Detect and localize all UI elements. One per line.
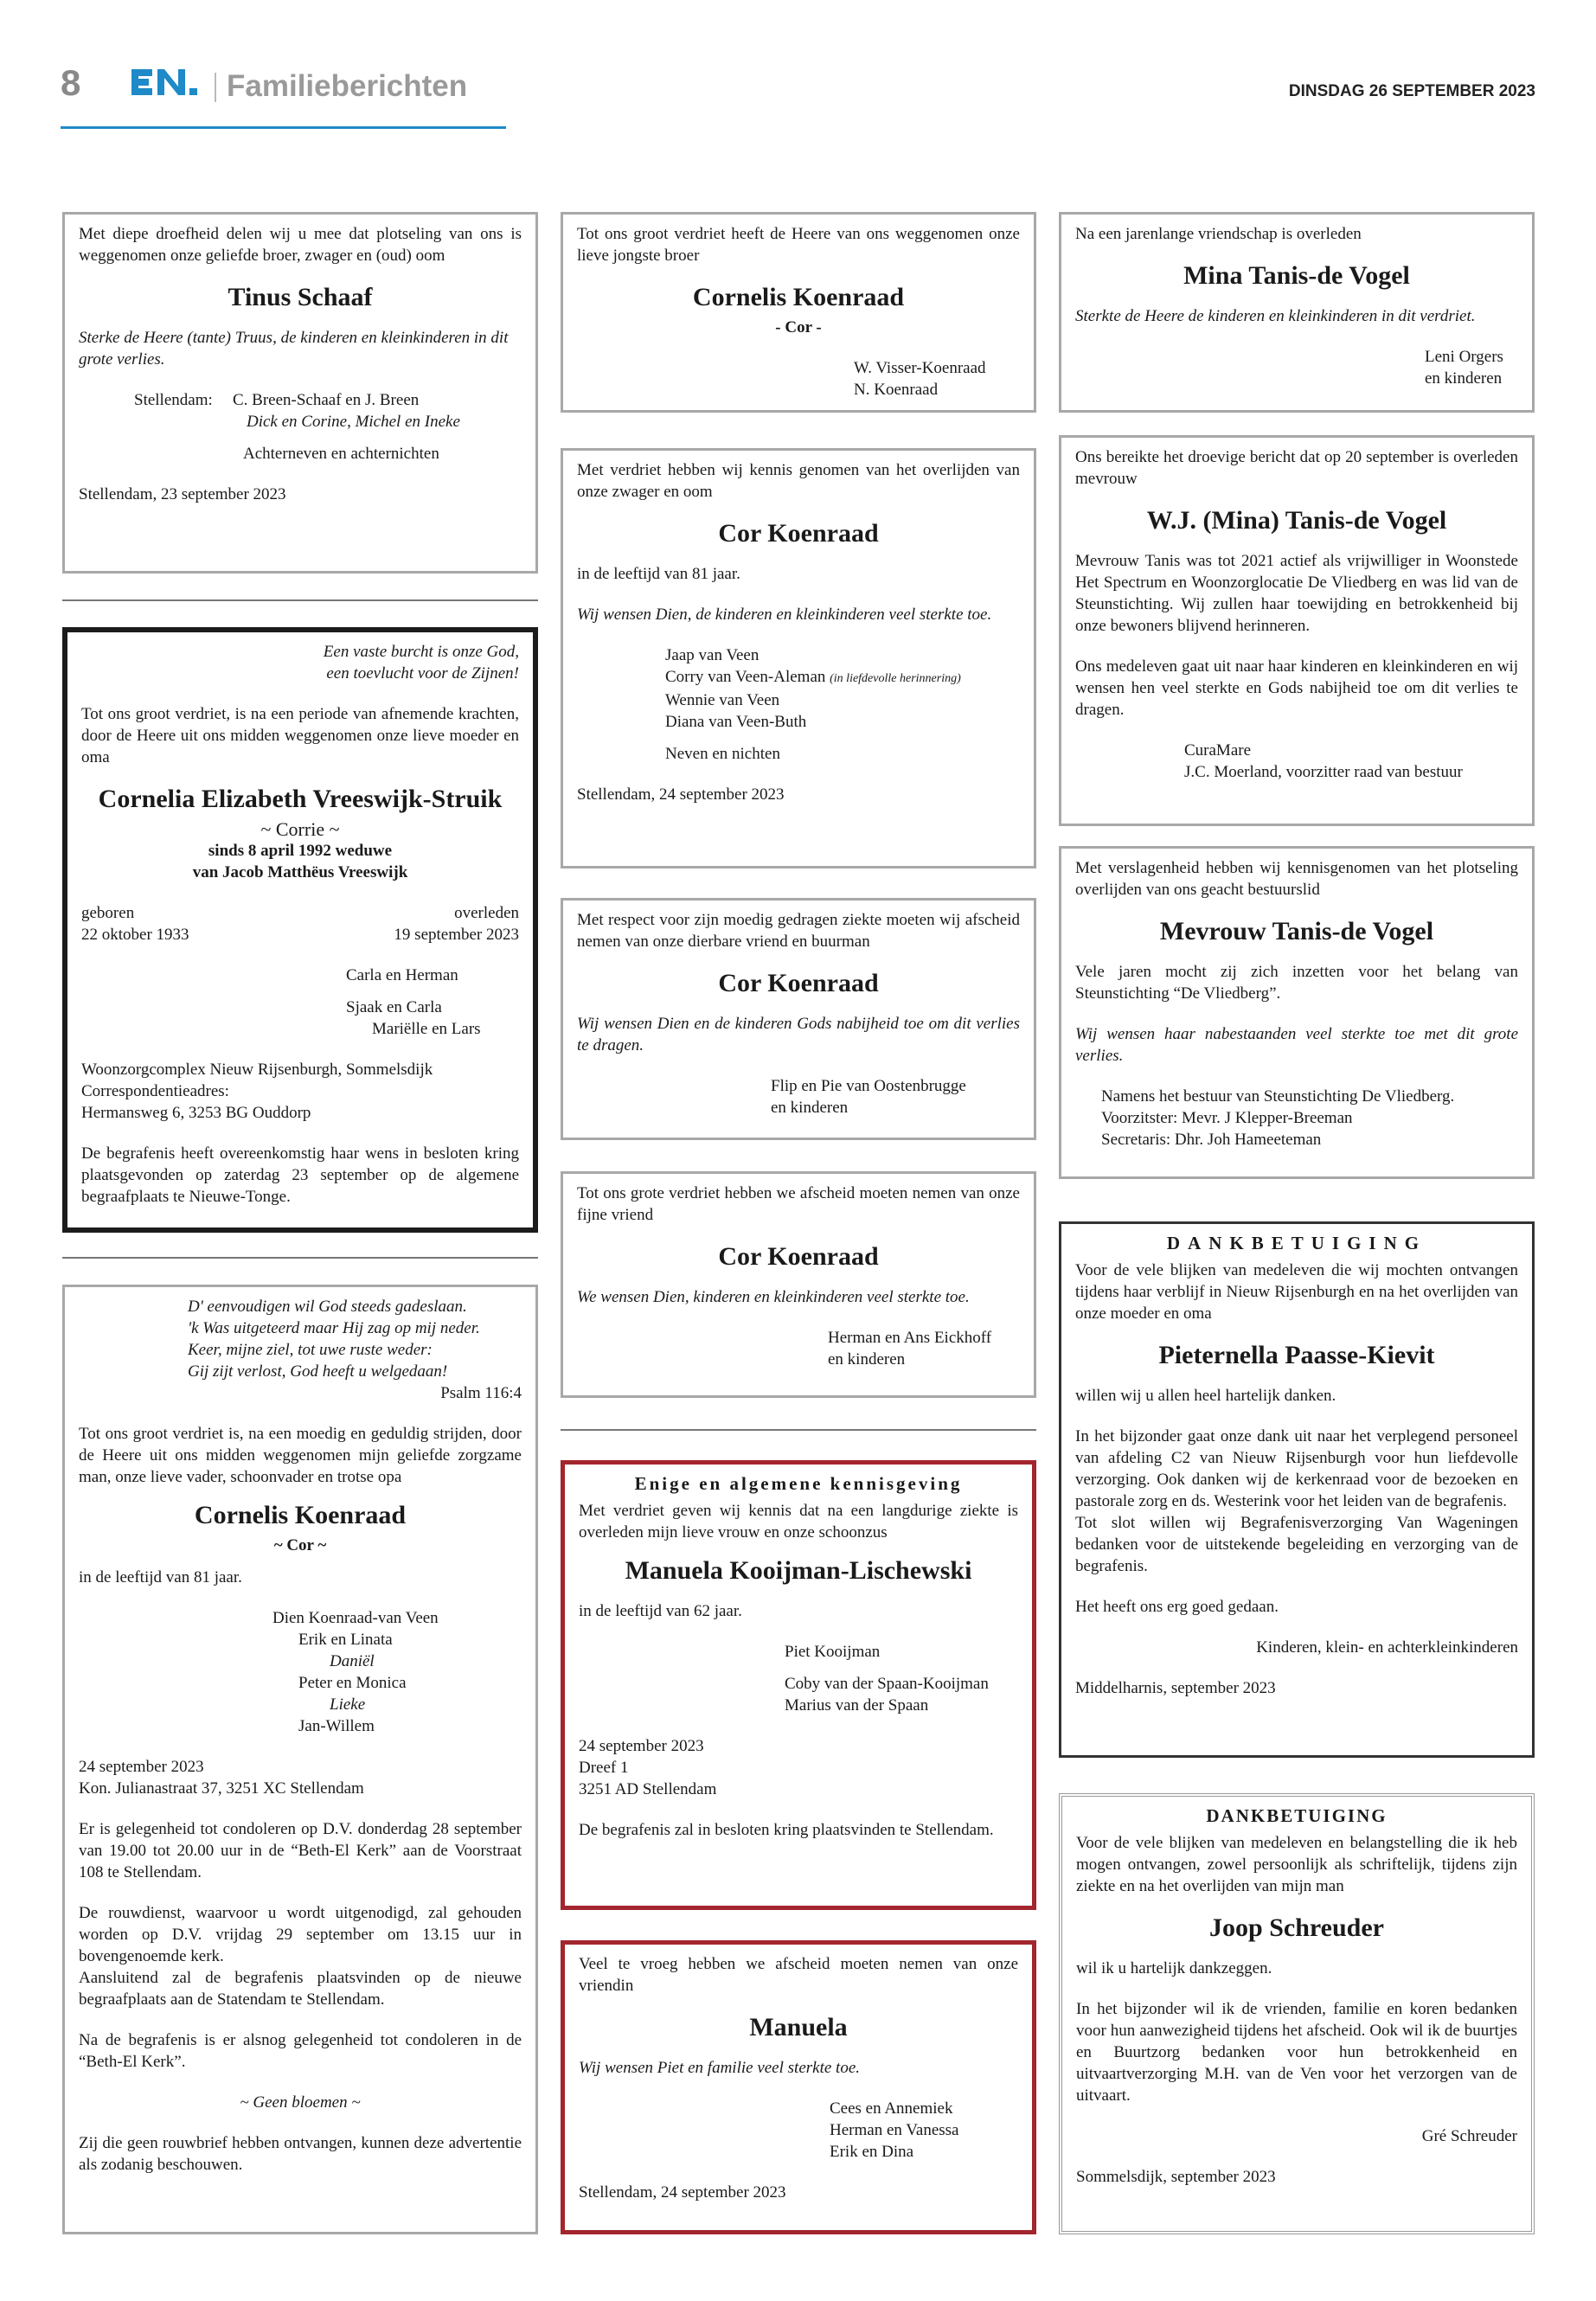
signatory: CuraMare — [1184, 741, 1252, 760]
notice-intro: Voor de vele blijken van medeleven en belangstelling die ik heb mogen ontvangen, zowel persoonlijk als schriftelijk, tijdens zijn ziekte en na het overlijden van mijn man — [1076, 1834, 1517, 1895]
notice-label: DANKBETUIGING — [1206, 1805, 1388, 1826]
address-line: 3251 AD Stellendam — [579, 1780, 717, 1798]
no-flowers: ~ Geen bloemen ~ — [240, 2093, 361, 2112]
signatory: N. Koenraad — [854, 381, 939, 399]
deceased-name: Manuela Kooijman-Lischewski — [625, 1556, 972, 1585]
notice-intro: Met diepe droefheid delen wij u mee dat plotseling van ons is weggenomen onze geliefde broer, zwager en (oud) oom — [79, 225, 522, 265]
notice-footer: Sommelsdijk, september 2023 — [1076, 2168, 1276, 2186]
signatory: Herman en Ans Eickhoff — [828, 1329, 992, 1347]
widow-line: sinds 8 april 1992 weduwe — [208, 842, 393, 860]
address-line: Kon. Julianastraat 37, 3251 XC Stellendam — [79, 1779, 364, 1798]
notice-footer: Stellendam, 23 september 2023 — [79, 485, 286, 503]
signatory: J.C. Moerland, voorzitter raad van bestuur — [1184, 763, 1463, 781]
notice-label: Enige en algemene kennisgeving — [634, 1473, 963, 1494]
notice-cornelis-koenraad-family — [62, 1285, 538, 2234]
notice-mina-tanis-curamare — [1059, 435, 1535, 826]
signatory: Coby van der Spaan-Kooijman — [785, 1675, 989, 1693]
signatory: Neven en nichten — [665, 745, 780, 763]
signatory: Kinderen, klein- en achterkleinkinderen — [1256, 1638, 1518, 1657]
notice-intro: Tot ons grote verdriet hebben we afscheid moeten nemen van onze fijne vriend — [577, 1184, 1020, 1224]
deceased-name: W.J. (Mina) Tanis-de Vogel — [1146, 506, 1447, 535]
notice-intro: Tot ons groot verdriet is, na een moedig en geduldig strijden, door de Heere uit ons midden weggenomen mijn geliefde zorgzame man, onze lieve vader, schoonvader en trotse opa — [79, 1425, 522, 1486]
signatory: Peter en Monica — [298, 1674, 407, 1692]
date-line: 24 september 2023 — [79, 1758, 204, 1776]
notice-cor-koenraad-oostenbrugge — [561, 898, 1036, 1140]
condolence-info: Er is gelegenheid tot condoleren op D.V. donderdag 28 september van 19.00 tot 20.00 uur in de “Beth-El Kerk” aan de Voorstraat 108 te Stellendam. — [79, 1820, 522, 1881]
signatory: C. Breen-Schaaf en J. Breen — [233, 391, 420, 409]
notice-dankbetuiging-paasse — [1059, 1221, 1535, 1758]
section-title: Familieberichten — [227, 69, 468, 103]
after-info: Na de begrafenis is er alsnog gelegenheid tot condoleren in de “Beth-El Kerk”. — [79, 2031, 522, 2071]
deceased-name: Cornelis Koenraad — [692, 283, 905, 311]
verse-reference: Psalm 116:4 — [440, 1384, 522, 1402]
page-number: 8 — [61, 62, 81, 103]
notice-intro: Met verdriet hebben wij kennis genomen van het overlijden van onze zwager en oom — [577, 461, 1020, 501]
address-line: Dreef 1 — [579, 1759, 629, 1777]
notice-body: Ons medeleven gaat uit naar haar kinderen en kleinkinderen en wij wensen hen veel sterkte en Gods nabijheid toe om dit verlies te dragen. — [1075, 657, 1518, 719]
deceased-name: Manuela — [749, 2013, 848, 2041]
column-divider — [62, 599, 538, 601]
signatory: Daniël — [330, 1652, 375, 1670]
deceased-name: Tinus Schaaf — [228, 283, 373, 311]
thanks-line: wil ik u hartelijk dankzeggen. — [1076, 1959, 1272, 1977]
died-date: 19 september 2023 — [394, 926, 519, 944]
column-divider — [561, 1429, 1036, 1431]
widow-line: van Jacob Matthëus Vreeswijk — [192, 863, 408, 881]
notice-cor-koenraad-vanveen — [561, 448, 1036, 868]
deceased-name: Mevrouw Tanis-de Vogel — [1159, 917, 1434, 945]
notice-wish: We wensen Dien, kinderen en kleinkinderen veel sterkte toe. — [577, 1288, 970, 1306]
deceased-name: Cor Koenraad — [718, 519, 879, 548]
issue-date: DINSDAG 26 SEPTEMBER 2023 — [1288, 82, 1535, 100]
signatory: Carla en Herman — [346, 966, 458, 984]
signatory: Erik en Dina — [830, 2143, 914, 2161]
signatory: en kinderen — [1425, 369, 1503, 388]
died-label: overleden — [454, 904, 519, 922]
age-line: in de leeftijd van 62 jaar. — [579, 1602, 742, 1620]
deceased-name: Mina Tanis-de Vogel — [1183, 261, 1410, 290]
signatory: Dick en Corine, Michel en Ineke — [247, 413, 460, 431]
signatory: Jaap van Veen — [665, 646, 760, 664]
notice-intro: Met verslagenheid hebben wij kennisgenomen van het plotseling overlijden van ons geacht bestuurslid — [1075, 859, 1518, 899]
thanks-line: Het heeft ons erg goed gedaan. — [1075, 1598, 1279, 1616]
header-rule — [61, 126, 506, 129]
signatory: Herman en Vanessa — [830, 2121, 959, 2139]
signatory: Secretaris: Dhr. Joh Hameeteman — [1101, 1131, 1322, 1149]
deceased-name: Pieternella Paasse-Kievit — [1158, 1341, 1435, 1369]
notice-intro: Voor de vele blijken van medeleven die wij mochten ontvangen tijdens haar verblijf in Nieuw Rijsenburgh en na het overlijden van onze moeder en oma — [1075, 1261, 1518, 1323]
header-separator — [215, 73, 216, 102]
notice-tinus-schaaf — [62, 212, 538, 574]
signatory: Erik en Linata — [298, 1631, 393, 1649]
verse-line: 'k Was uitgeteerd maar Hij zag op mij neder. — [188, 1319, 480, 1337]
notice-wish: Sterkte de Heere de kinderen en kleinkinderen in dit verdriet. — [1075, 307, 1476, 325]
signatory-note: (in liefdevolle herinnering) — [830, 672, 961, 685]
signatory: en kinderen — [828, 1350, 906, 1368]
notice-wish: Wij wensen Dien en de kinderen Gods nabijheid toe om dit verlies te dragen. — [577, 1015, 1020, 1054]
age-line: in de leeftijd van 81 jaar. — [577, 565, 740, 583]
signatory: en kinderen — [771, 1099, 849, 1117]
born-date: 22 oktober 1933 — [81, 926, 189, 944]
notice-cor-koenraad-eickhoff — [561, 1171, 1036, 1398]
funeral-info: De begrafenis heeft overeenkomstig haar wens in besloten kring plaatsgevonden op zaterdag 23 september op de algemene begraafplaats te Nieuwe-Tonge. — [81, 1144, 519, 1206]
deceased-name: Joop Schreuder — [1209, 1913, 1384, 1942]
notice-manuela-kooijman — [561, 1460, 1036, 1910]
born-label: geboren — [81, 904, 135, 922]
signatory: Jan-Willem — [298, 1717, 375, 1735]
signatory: Dien Koenraad-van Veen — [272, 1609, 439, 1627]
notice-wish: Sterke de Heere (tante) Truus, de kinderen en kleinkinderen in dit grote verlies. — [79, 329, 509, 369]
notice-label: DANKBETUIGING — [1166, 1233, 1427, 1253]
notice-footer: Stellendam, 24 september 2023 — [579, 2183, 786, 2202]
notice-manuela-friends — [561, 1940, 1036, 2234]
notice-wish: Wij wensen haar nabestaanden veel sterkte toe met dit grote verlies. — [1075, 1025, 1518, 1065]
thanks-line: willen wij u allen heel hartelijk danken. — [1075, 1387, 1336, 1405]
column-divider — [62, 1257, 538, 1259]
notice-body: Vele jaren mocht zij zich inzetten voor het belang van Steunstichting “De Vliedberg”. — [1075, 963, 1518, 1003]
en-logo-icon — [131, 66, 201, 99]
notice-body: In het bijzonder gaat onze dank uit naar het verplegend personeel van afdeling C2 van Nieuw Rijsenburgh voor hun liefdevolle verzorging. Ook danken wij de kerkenraad voor de bezoeken en pastorale zorg en ds. Westerink voor het leiden van de begrafenis. — [1075, 1427, 1518, 1510]
verse-line: een toevlucht voor de Zijnen! — [326, 664, 519, 683]
notice-cornelia-vreeswijk — [62, 627, 538, 1233]
notice-mina-tanis-orgers — [1059, 212, 1535, 413]
signatory: Cees en Annemiek — [830, 2099, 953, 2118]
notice-intro: Met verdriet geven wij kennis dat na een langdurige ziekte is overleden mijn lieve vrouw en onze schoonzus — [579, 1502, 1018, 1541]
notice-intro: Na een jarenlange vriendschap is overleden — [1075, 225, 1362, 243]
signatory: Lieke — [330, 1695, 366, 1714]
notice-footer: Middelharnis, september 2023 — [1075, 1679, 1276, 1697]
notice-cornelis-koenraad-siblings — [561, 212, 1036, 413]
nickname: ~ Corrie ~ — [260, 818, 340, 840]
verse-line: D' eenvoudigen wil God steeds gadeslaan. — [188, 1298, 467, 1316]
signatory: W. Visser-Koenraad — [854, 359, 986, 377]
notice-body: Tot slot willen wij Begrafenisverzorging Van Wageningen bedanken voor de uitstekende begeleiding en verzorging van de begrafenis. — [1075, 1514, 1518, 1575]
verse-line: Een vaste burcht is onze God, — [323, 643, 519, 661]
signatory: Namens het bestuur van Steunstichting De Vliedberg. — [1101, 1087, 1455, 1106]
deceased-name: Cor Koenraad — [718, 1242, 879, 1271]
deceased-name: Cor Koenraad — [718, 969, 879, 997]
notice-intro: Tot ons groot verdriet, is na een periode van afnemende krachten, door de Heere uit ons midden weggenomen onze lieve moeder en oma — [81, 705, 519, 766]
deceased-name: Cornelis Koenraad — [194, 1501, 407, 1529]
signatory: Marius van der Spaan — [785, 1696, 929, 1715]
notice-footer: Stellendam, 24 september 2023 — [577, 785, 785, 804]
date-line: 24 september 2023 — [579, 1737, 704, 1755]
age-line: in de leeftijd van 81 jaar. — [79, 1568, 242, 1586]
signatory: Leni Orgers — [1425, 348, 1503, 366]
address-line: Hermansweg 6, 3253 BG Ouddorp — [81, 1104, 311, 1122]
notice-intro: Veel te vroeg hebben we afscheid moeten nemen van onze vriendin — [579, 1955, 1018, 1995]
verse-line: Gij zijt verlost, God heeft u welgedaan! — [188, 1362, 448, 1381]
nickname: ~ Cor ~ — [273, 1536, 327, 1554]
signatory: Achterneven en achternichten — [243, 445, 439, 463]
funeral-info: De begrafenis zal in besloten kring plaatsvinden te Stellendam. — [579, 1821, 994, 1839]
deceased-name: Cornelia Elizabeth Vreeswijk-Struik — [98, 785, 503, 813]
notice-wish: Wij wensen Piet en familie veel sterkte toe. — [579, 2059, 861, 2077]
signatory: Flip en Pie van Oostenbrugge — [771, 1077, 966, 1095]
address-line: Woonzorgcomplex Nieuw Rijsenburgh, Sommelsdijk — [81, 1061, 433, 1079]
signatory: Piet Kooijman — [785, 1643, 881, 1661]
notice-intro: Ons bereikte het droevige bericht dat op 20 september is overleden mevrouw — [1075, 448, 1518, 488]
closing-note: Zij die geen rouwbrief hebben ontvangen, kunnen deze advertentie als zodanig beschouwen. — [79, 2134, 522, 2174]
signatory: Voorzitster: Mevr. J Klepper-Breeman — [1101, 1109, 1353, 1127]
notice-intro: Tot ons groot verdriet heeft de Heere van ons weggenomen onze lieve jongste broer — [577, 225, 1020, 265]
signatory: Corry van Veen-Aleman — [665, 668, 826, 686]
verse-line: Keer, mijne ziel, tot uwe ruste weder: — [188, 1341, 433, 1359]
notice-wish: Wij wensen Dien, de kinderen en kleinkinderen veel sterkte toe. — [577, 606, 992, 624]
nickname: - Cor - — [775, 318, 822, 336]
notice-body: In het bijzonder wil ik de vrienden, familie en koren bedanken voor hun aanwezigheid tijdens het afscheid. Ook wil ik de buurtjes en Buurtzorg bedanken voor hun betrokkenheid en uitvaartverzorging M.H. van de Ven voor het verzorgen van de uitvaart. — [1076, 2000, 1517, 2105]
address-line: Correspondentieadres: — [81, 1082, 229, 1100]
notice-dankbetuiging-schreuder — [1059, 1793, 1535, 2234]
service-info: De rouwdienst, waarvoor u wordt uitgenodigd, zal gehouden worden op D.V. vrijdag 29 september om 13.15 uur in bovengenoemde kerk. — [79, 1904, 522, 1965]
signatory: Sjaak en Carla — [346, 998, 442, 1016]
service-info: Aansluitend zal de begrafenis plaatsvinden op de nieuwe begraafplaats aan de Statendam te Stellendam. — [79, 1969, 522, 2009]
signatory: Diana van Veen-Buth — [665, 713, 807, 731]
signatory: Gré Schreuder — [1421, 2127, 1517, 2145]
place-label: Stellendam: — [134, 391, 213, 409]
notice-mevrouw-tanis-vliedberg — [1059, 846, 1535, 1179]
signatory: Mariëlle en Lars — [372, 1020, 481, 1038]
signatory: Wennie van Veen — [665, 691, 780, 709]
notice-body: Mevrouw Tanis was tot 2021 actief als vrijwilliger in Woonstede Het Spectrum en Woonzorglocatie De Vliedberg en was lid van de Steunstichting. Wij zullen haar toewijding en betrokkenheid bij onze bewoners blijvend herinneren. — [1075, 552, 1518, 635]
notice-intro: Met respect voor zijn moedig gedragen ziekte moeten wij afscheid nemen van onze dierbare vriend en buurman — [577, 911, 1020, 951]
